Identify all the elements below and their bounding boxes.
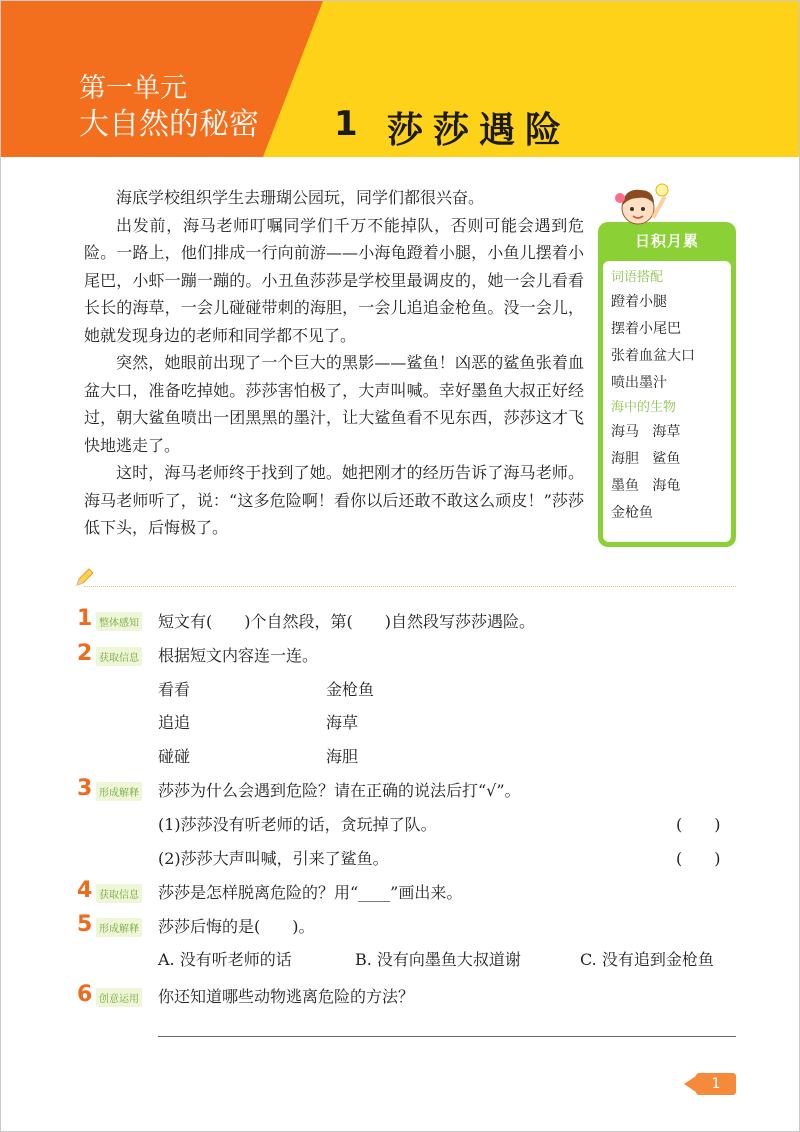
question-tag: 创意运用	[96, 988, 142, 1007]
match-right-item[interactable]: 海胆	[326, 747, 359, 766]
question-tag: 形成解释	[96, 782, 142, 801]
sidebar-word: 蹬着小腿	[611, 294, 667, 310]
story-paragraph: 这时，海马老师终于找到了她。她把刚才的经历告诉了海马老师。海马老师听了，说：“这多危险啊！看你以后还敢不敢这么顽皮！”莎莎低下头，后悔极了。	[84, 463, 584, 537]
page-number-badge	[684, 1073, 736, 1095]
choice-a[interactable]: A. 没有听老师的话	[158, 950, 292, 969]
choice-c[interactable]: C. 没有追到金枪鱼	[580, 950, 714, 969]
checkbox-paren[interactable]: ( )	[676, 849, 721, 868]
match-right-item[interactable]: 金枪鱼	[326, 680, 375, 699]
question-number: 2	[77, 641, 93, 666]
unit-label: 第一单元	[79, 73, 187, 104]
match-right-item[interactable]: 海草	[326, 713, 359, 732]
match-left-item[interactable]: 追追	[158, 713, 191, 732]
lesson-number: 1	[334, 104, 358, 144]
question-text: 莎莎是怎样脱离危险的？用“____”画出来。	[158, 883, 463, 902]
sidebar-word: 摆着小尾巴	[611, 321, 681, 337]
question-text: 莎莎后悔的是( )。	[158, 917, 315, 936]
lesson-header	[1, 1, 799, 157]
sidebar-word: 金枪鱼	[611, 505, 653, 521]
sidebar-title: 日积月累	[634, 232, 699, 250]
question-tag: 整体感知	[96, 612, 142, 631]
page-number: 1	[696, 1073, 736, 1095]
sidebar-word: 喷出墨汁	[611, 375, 667, 391]
question-text: 短文有( )个自然段，第( )自然段写莎莎遇险。	[158, 612, 535, 631]
story-paragraph: 海底学校组织学生去珊瑚公园玩，同学们都很兴奋。	[116, 188, 485, 207]
mascot-girl-icon	[612, 178, 672, 234]
option-text: (2)莎莎大声叫喊，引来了鲨鱼。	[158, 849, 389, 868]
sidebar-category: 海中的生物	[611, 400, 677, 415]
question-text: 根据短文内容连一连。	[158, 646, 319, 665]
sidebar-word: 海马 海草	[611, 424, 681, 440]
question-tag: 获取信息	[96, 647, 142, 666]
match-left-item[interactable]: 碰碰	[158, 747, 191, 766]
choice-b[interactable]: B. 没有向墨鱼大叔道谢	[355, 950, 521, 969]
story-text	[84, 184, 584, 542]
story-paragraph: 突然，她眼前出现了一个巨大的黑影——鲨鱼！凶恶的鲨鱼张着血盆大口，准备吃掉她。莎莎害怕极了，大声叫喊。幸好墨鱼大叔正好经过，朝大鲨鱼喷出一团黑黑的墨汁，让大鲨鱼看不见东西，莎莎这才飞快地逃走了。	[84, 353, 584, 455]
sidebar-word: 墨鱼 海龟	[611, 478, 681, 494]
sidebar-category: 词语搭配	[611, 270, 664, 285]
page-arrow-icon	[684, 1076, 696, 1092]
sidebar-panel	[603, 261, 731, 542]
question-number: 5	[77, 912, 93, 937]
unit-theme: 大自然的秘密	[79, 107, 259, 142]
vocab-sidebar	[598, 222, 736, 547]
question-number: 3	[77, 776, 93, 801]
question-text: 你还知道哪些动物逃离危险的方法？	[158, 987, 415, 1006]
question-number: 1	[77, 606, 93, 631]
question-tag: 形成解释	[96, 918, 142, 937]
question-number: 4	[77, 878, 93, 903]
question-number: 6	[77, 982, 93, 1007]
story-paragraph: 出发前，海马老师叮嘱同学们千万不能掉队，否则可能会遇到危险。一路上，他们排成一行向前游——小海龟蹬着小腿，小鱼儿摆着小尾巴，小虾一蹦一蹦的。小丑鱼莎莎是学校里最调皮的，她一会儿看看长长的海草，一会儿碰碰带刺的海胆，一会儿追追金枪鱼。没一会儿，她就发现身边的老师和同学都不见了。	[84, 215, 584, 345]
match-left-item[interactable]: 看看	[158, 680, 191, 699]
checkbox-paren[interactable]: ( )	[676, 815, 721, 834]
question-tag: 获取信息	[96, 884, 142, 903]
question-text: 莎莎为什么会遇到危险？请在正确的说法后打“√”。	[158, 781, 521, 800]
sidebar-word: 张着血盆大口	[611, 348, 695, 364]
lesson-title: 莎莎遇险	[387, 110, 572, 151]
section-divider	[84, 586, 736, 587]
pencil-icon	[74, 566, 96, 588]
option-text: (1)莎莎没有听老师的话，贪玩掉了队。	[158, 815, 437, 834]
answer-line[interactable]	[158, 1036, 736, 1037]
sidebar-word: 海胆 鲨鱼	[611, 451, 681, 467]
